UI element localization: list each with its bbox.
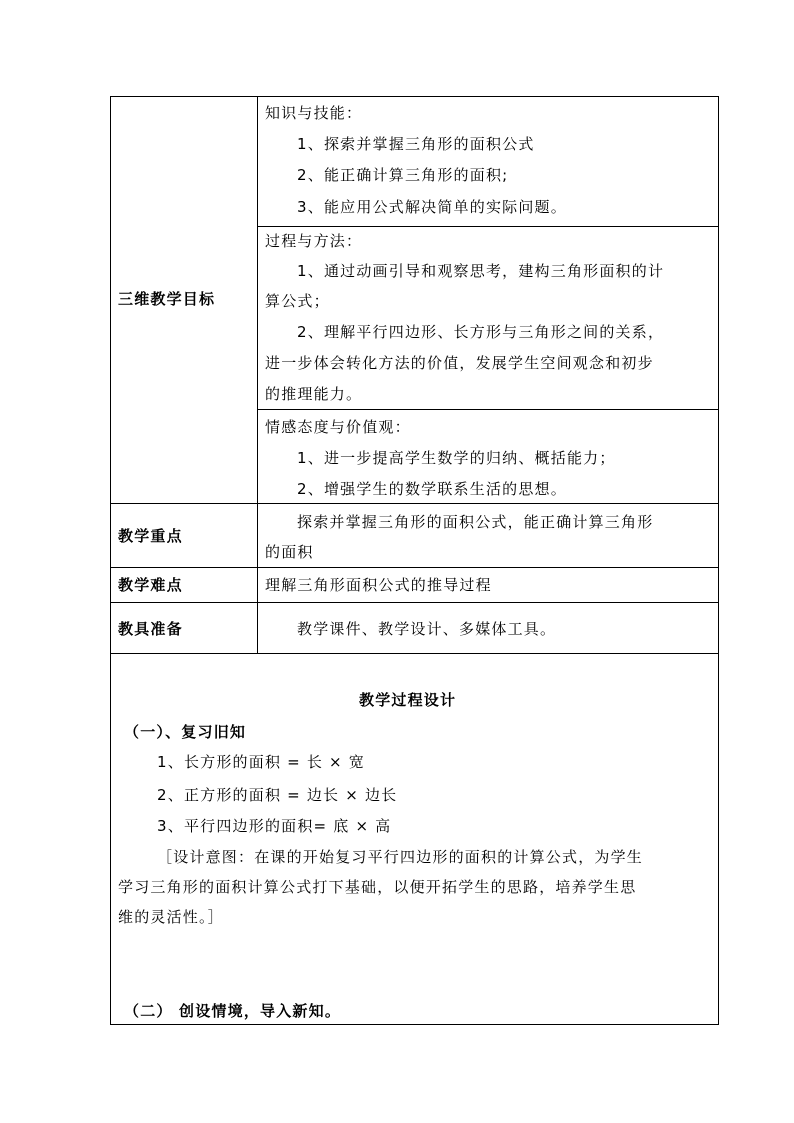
emotion-item: 1、进一步提高学生数学的归纳、概括能力； xyxy=(297,449,616,467)
process-design-title: 教学过程设计 xyxy=(359,691,457,709)
process-item-line: 2、理解平行四边形、长方形与三角形之间的关系， xyxy=(297,323,665,341)
formula-line: 3、平行四边形的面积= 底 × 高 xyxy=(157,817,392,835)
process-item-line: 算公式； xyxy=(265,292,330,310)
design-intent-line: 维的灵活性。］ xyxy=(118,908,224,926)
row-divider xyxy=(110,503,719,504)
process-item-line: 的推理能力。 xyxy=(265,385,363,403)
objectives-label: 三维教学目标 xyxy=(118,290,216,308)
row-divider xyxy=(110,653,719,654)
section-heading: （二） 创设情境，导入新知。 xyxy=(124,1002,342,1020)
section-heading: （一）、复习旧知 xyxy=(124,723,247,741)
key-point-text: 的面积 xyxy=(265,543,314,561)
knowledge-item: 3、能应用公式解决简单的实际问题。 xyxy=(297,198,567,216)
design-intent-line: 学习三角形的面积计算公式打下基础，以便开拓学生的思路，培养学生思 xyxy=(118,878,637,896)
process-item-line: 1、通过动画引导和观察思考，建构三角形面积的计 xyxy=(297,262,665,280)
key-point-label: 教学重点 xyxy=(118,527,183,545)
emotion-heading: 情感态度与价值观： xyxy=(265,418,411,436)
formula-line: 2、正方形的面积 = 边长 × 边长 xyxy=(157,786,398,804)
row-divider xyxy=(110,567,719,568)
key-point-text: 探索并掌握三角形的面积公式，能正确计算三角形 xyxy=(297,513,654,531)
row-divider xyxy=(110,602,719,603)
formula-line: 1、长方形的面积 = 长 × 宽 xyxy=(157,753,365,771)
difficulty-text: 理解三角形面积公式的推导过程 xyxy=(265,576,492,594)
knowledge-item: 1、探索并掌握三角形的面积公式 xyxy=(297,135,535,153)
knowledge-item: 2、能正确计算三角形的面积; xyxy=(297,166,509,184)
materials-label: 教具准备 xyxy=(118,620,183,638)
materials-text: 教学课件、教学设计、多媒体工具。 xyxy=(297,620,557,638)
difficulty-label: 教学难点 xyxy=(118,576,183,594)
knowledge-heading: 知识与技能： xyxy=(265,104,363,122)
process-heading: 过程与方法： xyxy=(265,232,363,250)
design-intent-line: ［设计意图：在课的开始复习平行四边形的面积的计算公式，为学生 xyxy=(157,848,644,866)
row-divider xyxy=(257,226,719,227)
process-item-line: 进一步体会转化方法的价值，发展学生空间观念和初步 xyxy=(265,354,654,372)
row-divider xyxy=(257,409,719,410)
column-divider xyxy=(257,96,258,653)
emotion-item: 2、增强学生的数学联系生活的思想。 xyxy=(297,480,567,498)
